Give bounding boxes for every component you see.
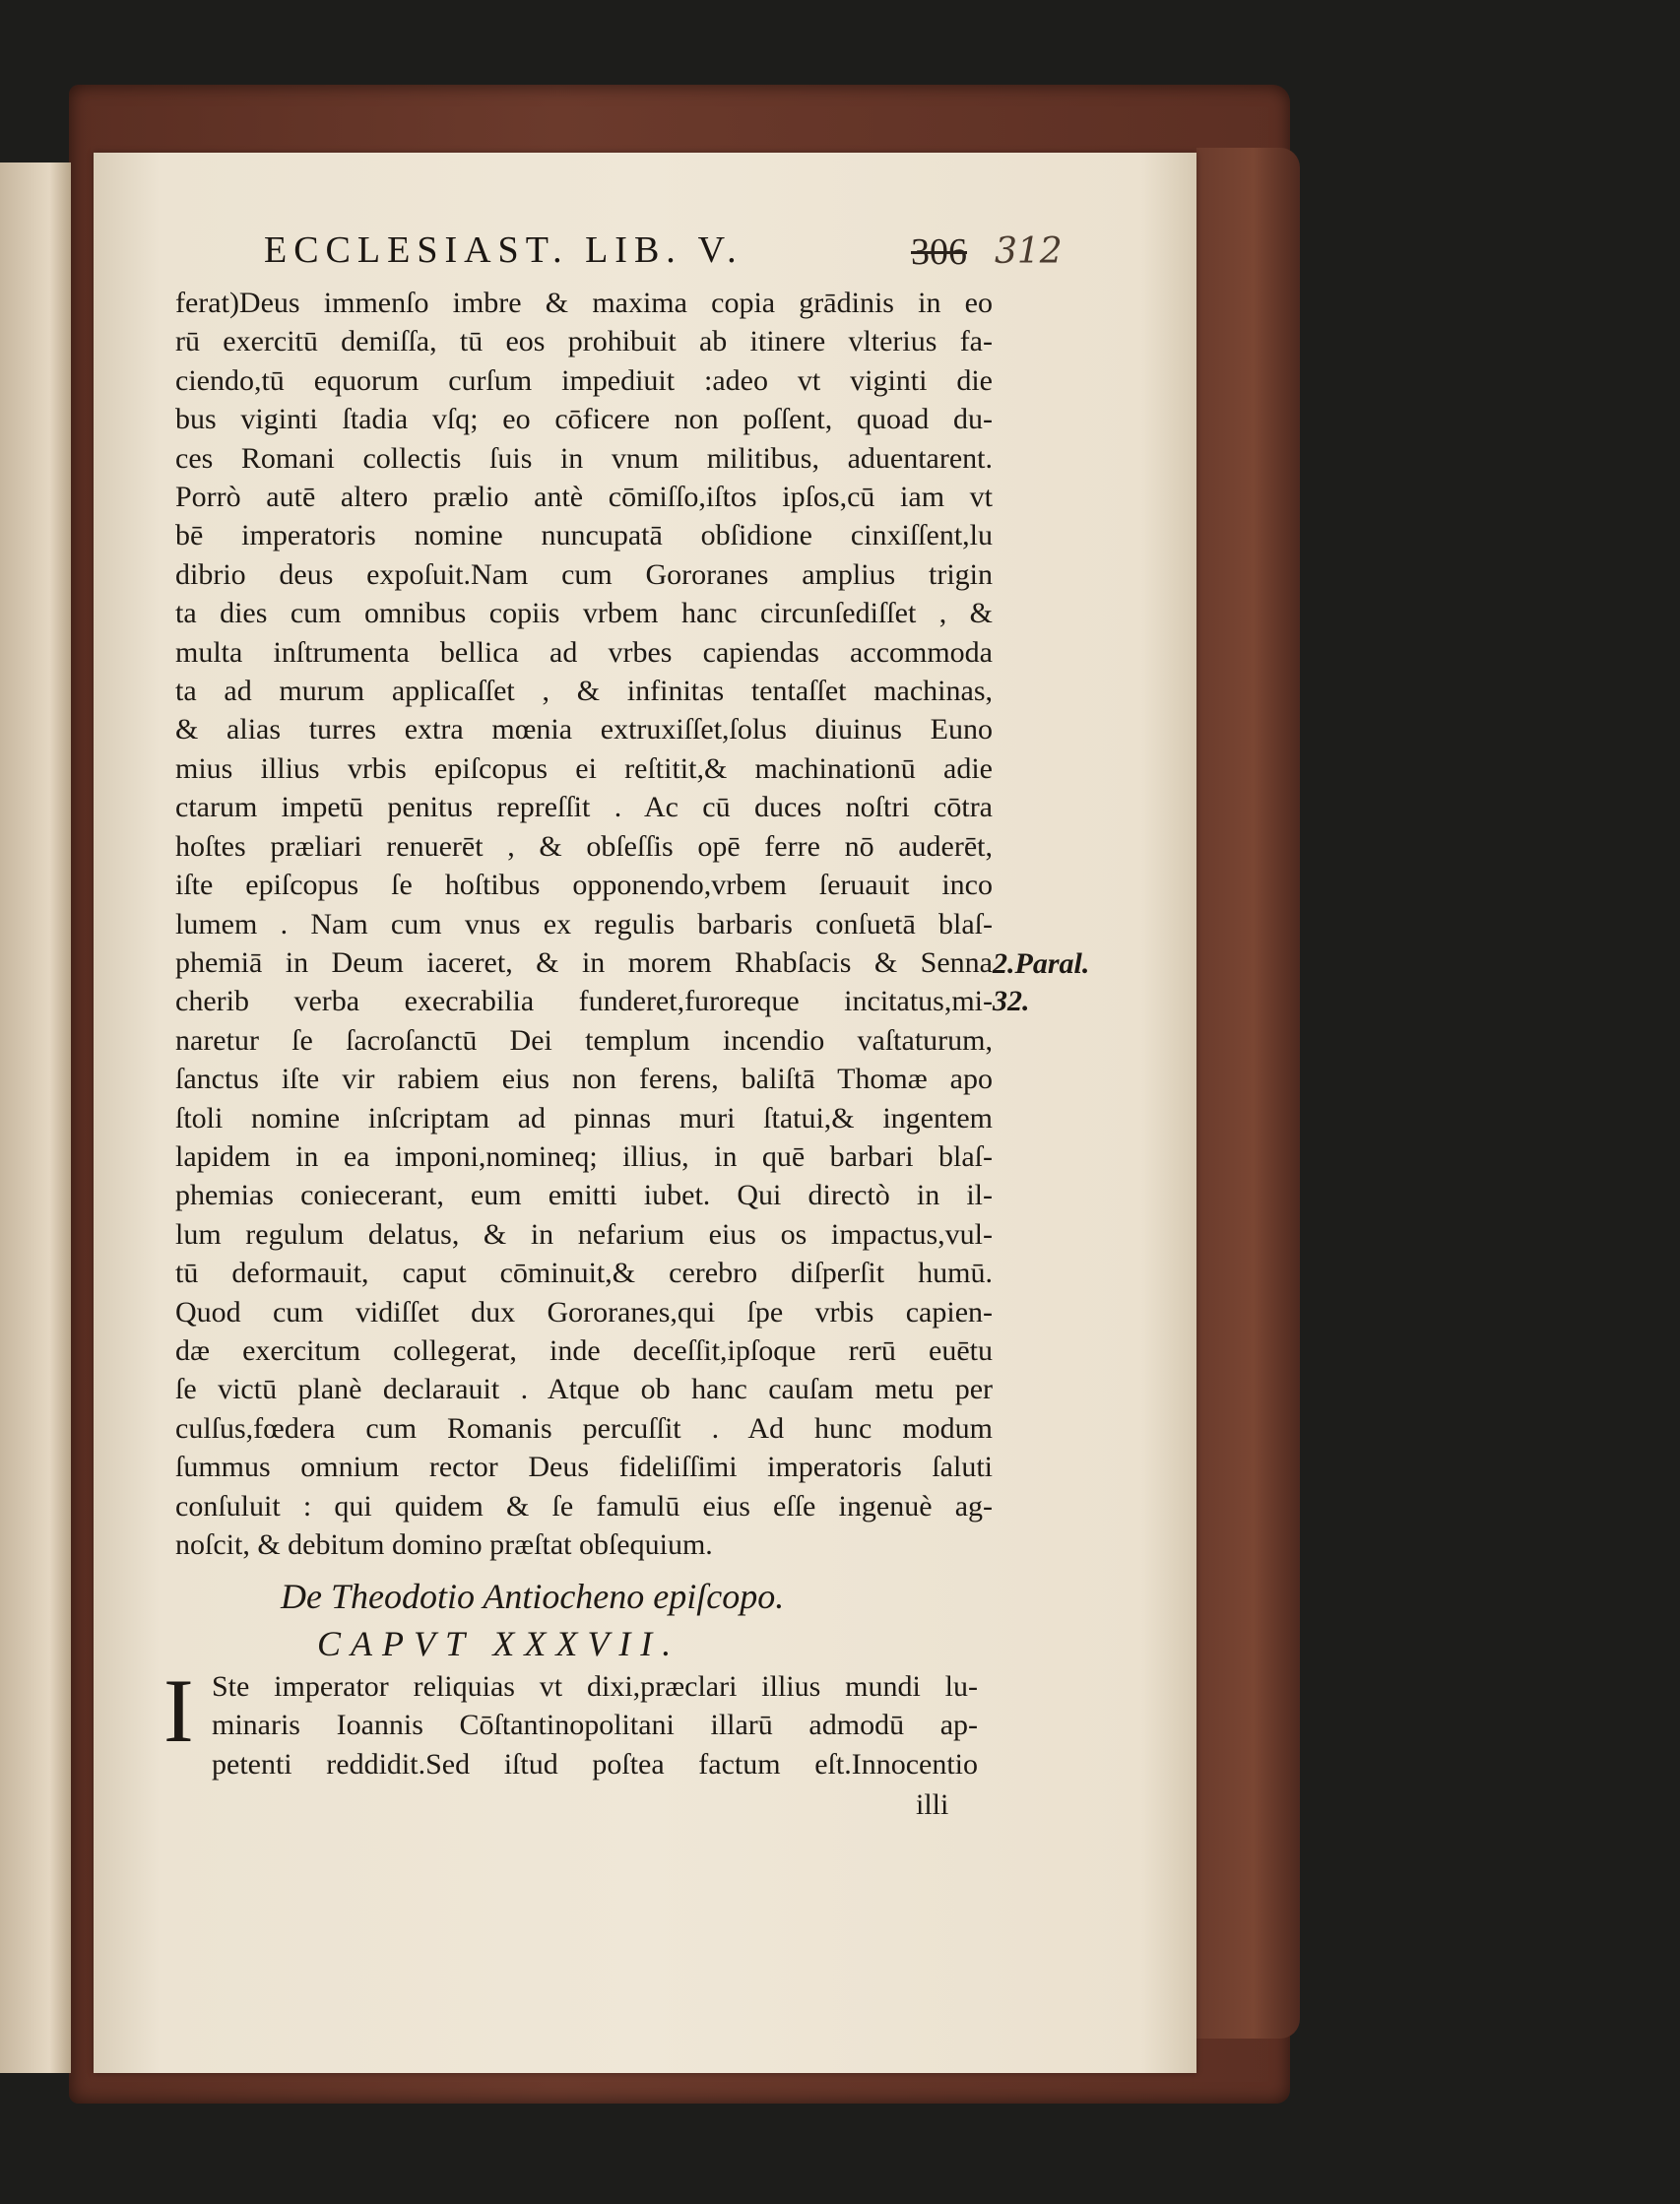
- text-line: dibrio deus expoſuit.Nam cum Gororanes amplius trigin: [175, 557, 993, 591]
- text-line: rū exercitū demiſſa, tū eos prohibuit ab itinere vlterius fa-: [175, 325, 993, 358]
- text-line: ſe victū planè declarauit . Atque ob hanc cauſam metu per: [175, 1373, 993, 1406]
- chapter-heading: De Theodotio Antiocheno epiſcopo.: [281, 1577, 785, 1616]
- printed-folio-number: 306: [911, 231, 967, 273]
- text-line: ſummus omnium rector Deus fideliſſimi imperatoris ſaluti: [175, 1451, 993, 1484]
- chapter-number: CAPVT XXXVII.: [317, 1624, 681, 1663]
- text-line: bē imperatoris nomine nuncupatā obſidione cinxiſſent,lu: [175, 519, 993, 552]
- text-line: ces Romani collectis ſuis in vnum militibus, aduentarent.: [175, 441, 993, 475]
- text-line: multa inſtrumenta bellica ad vrbes capiendas accommoda: [175, 635, 993, 669]
- chapter-text-line: minaris Ioannis Cōſtantinopolitani illarū admodū ap-: [212, 1709, 978, 1742]
- text-line: naretur ſe ſacroſanctū Dei templum incendio vaſtaturum,: [175, 1023, 993, 1057]
- chapter-text-block: [212, 1667, 978, 1783]
- text-line: ſtoli nomine inſcriptam ad pinnas muri ſtatui,& ingentem: [175, 1101, 993, 1134]
- text-line: iſte epiſcopus ſe hoſtibus opponendo,vrbem ſeruauit inco: [175, 869, 993, 902]
- handwritten-folio-number: 312: [995, 231, 1063, 272]
- margin-note-line-1: 2.Paral.: [993, 947, 1090, 980]
- text-line: ſanctus iſte vir rabiem eius non ferens, baliſtā Thomæ apo: [175, 1063, 993, 1096]
- chapter-text-line: Ste imperator reliquias vt dixi,præclari illius mundi lu-: [212, 1670, 978, 1703]
- text-line: culſus,fœdera cum Romanis percuſſit . Ad hunc modum: [175, 1411, 993, 1445]
- main-text-block: [175, 284, 993, 1564]
- text-line: ta ad murum applicaſſet , & infinitas tentaſſet machinas,: [175, 675, 993, 708]
- chapter-text-line: petenti reddidit.Sed iſtud poſtea factum eſt.Innocentio: [212, 1747, 978, 1781]
- text-line: lapidem in ea imponi,nomineq; illius, in quē barbari blaſ-: [175, 1139, 993, 1173]
- text-line: lumem . Nam cum vnus ex regulis barbaris conſuetā blaſ-: [175, 907, 993, 940]
- text-line: lum regulum delatus, & in nefarium eius os impactus,vul-: [175, 1217, 993, 1251]
- text-line: phemias coniecerant, eum emitti iubet. Qui directò in il-: [175, 1179, 993, 1212]
- text-line: mius illius vrbis epiſcopus ei reſtitit,& machinationū adie: [175, 751, 993, 785]
- running-head: ECCLESIAST. LIB. V.: [264, 229, 743, 271]
- text-line: phemiā in Deum iaceret, & in morem Rhabſacis & Senna: [175, 945, 993, 979]
- text-line: Quod cum vidiſſet dux Gororanes,qui ſpe vrbis capien-: [175, 1295, 993, 1329]
- margin-note-line-2: 32.: [993, 985, 1030, 1017]
- text-line: ferat)Deus immenſo imbre & maxima copia grādinis in eo: [175, 287, 993, 319]
- text-line: cherib verba execrabilia funderet,furoreque incitatus,mi-: [175, 985, 993, 1018]
- text-line: & alias turres extra mœnia extruxiſſet,ſolus diuinus Euno: [175, 713, 993, 746]
- text-line: conſuluit : qui quidem & ſe famulū eius eſſe ingenuè ag-: [175, 1489, 993, 1523]
- text-line: dæ exercitum collegerat, inde deceſſit,ipſoque rerū euētu: [175, 1333, 993, 1367]
- text-line: hoſtes præliari renuerēt , & obſeſſis opē ferre nō auderēt,: [175, 829, 993, 863]
- text-line: tū deformauit, caput cōminuit,& cerebro diſperſit humū.: [175, 1257, 993, 1290]
- text-line: ctarum impetū penitus repreſſit . Ac cū duces noſtri cōtra: [175, 791, 993, 824]
- facing-page-edge: [0, 162, 71, 2073]
- text-line: ta dies cum omnibus copiis vrbem hanc circunſediſſet , &: [175, 597, 993, 630]
- text-line: ciendo,tū equorum curſum impediuit :adeo vt viginti die: [175, 363, 993, 397]
- text-line: bus viginti ſtadia vſq; eo cōficere non poſſent, quoad du-: [175, 403, 993, 436]
- drop-cap: I: [163, 1660, 194, 1761]
- text-line: noſcit, & debitum domino præſtat obſequium.: [175, 1528, 713, 1561]
- catchword: illi: [916, 1788, 949, 1821]
- text-line: Porrò autē altero prælio antè cōmiſſo,iſtos ipſos,cū iam vt: [175, 481, 993, 514]
- book-cover-edge: [1196, 148, 1300, 2039]
